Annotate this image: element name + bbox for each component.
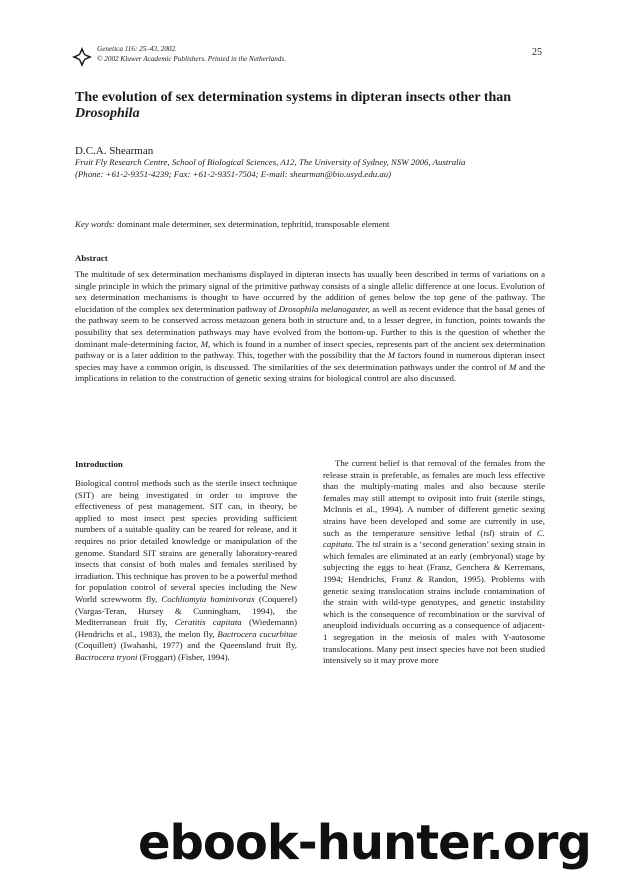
abstract-italic: M bbox=[387, 350, 396, 361]
abstract-italic: Drosophila melanogaster, bbox=[278, 303, 370, 314]
intro-text: The bbox=[354, 539, 373, 550]
intro-text: (Coquerel) (Vargas-Teran, Hursey & Cunningham, 1994), the Mediterranean fruit fly, bbox=[75, 593, 297, 628]
keywords-list: dominant male determiner, sex determination, tephritid, transposable element bbox=[115, 219, 390, 229]
abstract-part: The multitude of sex determination mechanisms displayed in dipteran insects has usually been described in terms of variations on a single principle in which the primary signal of the primitive pathway consists of a single allelic difference at one locus. Evolution of sex determination mechanisms is thought to have occurred by the addition of genes below the top gene of the pathway. The elucidation of the complex sex determination pathway of bbox=[75, 269, 545, 314]
abstract-text bbox=[75, 269, 545, 385]
intro-text: (Wiedemann) (Hendrichs et al., 1983), the melon fly, bbox=[75, 617, 297, 639]
intro-text: (Froggart) (Fisher, 1994). bbox=[137, 651, 230, 662]
intro-text: The current belief is that removal of the females from the release strain is preferable, as females are much less effective than the multiply-mating males and also because sterile females may still attempt to oviposit into fruit (sterile stings, McInnis et al., 1994). A number of different genetic sexing strains have been developed and some are currently in use, such as the temperature sensitive lethal ( bbox=[323, 458, 545, 538]
abstract-italic: M bbox=[508, 361, 517, 372]
intro-text: ) strain of bbox=[491, 527, 537, 538]
abstract-part: and the implications in relation to the construction of genetic sexing strains for biological control are also discussed. bbox=[75, 361, 545, 384]
watermark-text: ebook-hunter.org bbox=[138, 815, 591, 871]
affiliation-line-1: Fruit Fly Research Centre, School of Biological Sciences, A12, The University of Sydney, NSW 2006, Australia bbox=[75, 157, 466, 167]
intro-text: Biological control methods such as the sterile insect technique (SIT) are being investigated in order to improve the effectiveness of pest management. SIT can, in theory, be applied to most insect pest species providing sufficient numbers of a suitable quality can be reared for release, and it requires no prior detailed knowledge or manipulation of the genome. Standard SIT strains are generally laboratory-reared insects that consist of both males and females sterilised by irradiation. This technique has proven to be a powerful method for population control of several species including the New World screwworm fly, bbox=[75, 478, 297, 604]
intro-text: strain is a ‘second generation’ sexing strain in which females are eliminated at an early (embryonal) stage by subjecting the eggs to heat (Franz, Genchera & Kerremans, 1994; Hendrichs, Franz & Randon, 1995). Problems with genetic sexing translocation strains include contamination of the strain with wild-type genotypes, and genetic instability which is the consequence of recombination or the survival of aneuploid individuals occurring as a consequence of adjacent-1 segregation in the meiosis of males with Y-autosome translocations. Many pest insect species have not been studied intensively so it may prove more bbox=[323, 539, 545, 666]
intro-italic: C. capitata. bbox=[323, 527, 545, 550]
journal-citation bbox=[97, 44, 286, 64]
title-main: The evolution of sex determination systems in dipteran insects other than bbox=[75, 90, 512, 105]
keywords-label: Key words: bbox=[75, 219, 115, 229]
abstract-part: as well as recent evidence that the basal genes of the pathway seem to be conserved across metazoan genera both in structure and, to a lesser degree, in function, points towards the possibility that sex determination pathways may have evolved from the bottom-up. Further to this is the question of whether the dominant male-determining factor, bbox=[75, 303, 545, 349]
abstract-part: , which is found in a number of insect species, represents part of the ancient sex determination pathway or is a later addition to the pathway. This, together with the possibility that the bbox=[75, 338, 545, 361]
intro-italic: Cochliomyia hominivorax bbox=[161, 593, 255, 604]
keywords bbox=[75, 219, 555, 229]
introduction-right-column bbox=[323, 458, 545, 667]
journal-line: Genetica 116: 25–43, 2002. bbox=[97, 45, 177, 53]
article-title bbox=[75, 90, 545, 122]
abstract-part: factors found in numerous dipteran insect species may have a common origin, is discussed. The similarities of the sex determination pathways under the control of bbox=[75, 350, 545, 372]
publisher-logo-icon bbox=[72, 47, 92, 67]
intro-italic: tsl bbox=[372, 539, 381, 550]
affiliation-line-2: (Phone: +61-2-9351-4239; Fax: +61-2-9351-7504; E-mail: shearman@bio.usyd.edu.au) bbox=[75, 168, 392, 179]
abstract-heading: Abstract bbox=[75, 253, 108, 263]
author-affiliation bbox=[75, 157, 555, 180]
page-number: 25 bbox=[532, 47, 542, 58]
author-name: D.C.A. Shearman bbox=[75, 145, 154, 157]
intro-italic: Ceratitis capitata bbox=[174, 617, 242, 628]
abstract-italic: M bbox=[200, 338, 209, 349]
title-italic: Drosophila bbox=[75, 106, 140, 121]
intro-text: (Coquillett) (Iwahashi, 1977) and the Queensland fruit fly, bbox=[75, 640, 297, 651]
introduction-left-column bbox=[75, 478, 297, 664]
intro-italic: Bactrocera cucurbitae bbox=[217, 628, 297, 639]
intro-italic: tsl bbox=[483, 527, 492, 538]
intro-italic: Bactrocera tryoni bbox=[75, 651, 138, 662]
introduction-heading: Introduction bbox=[75, 459, 123, 469]
publisher-line: © 2002 Kluwer Academic Publishers. Printed in the Netherlands. bbox=[97, 55, 286, 63]
